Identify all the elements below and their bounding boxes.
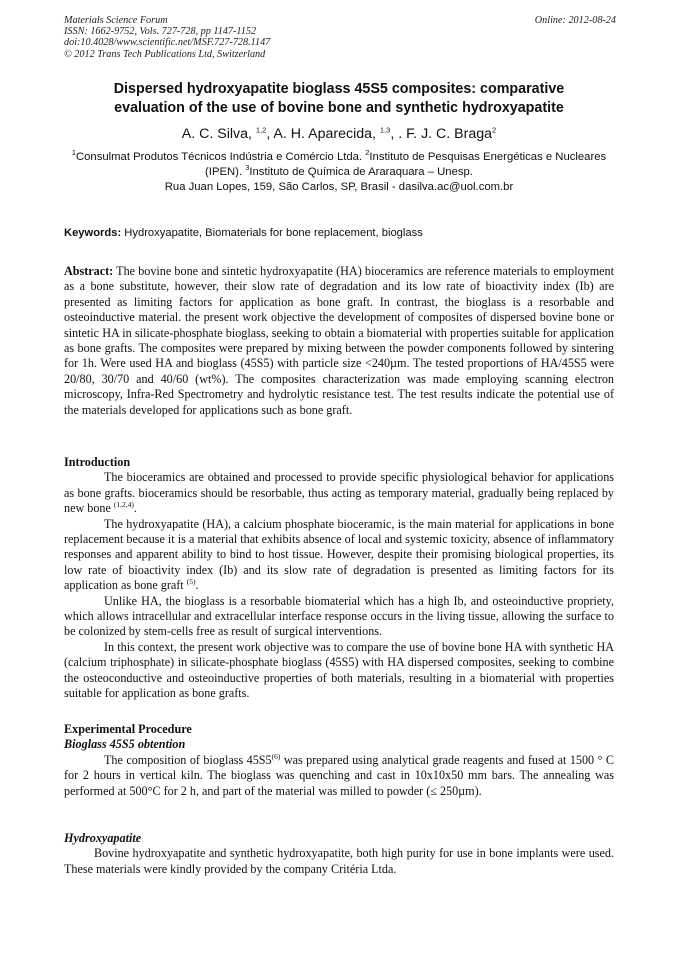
introduction-section: [64, 455, 614, 702]
experimental-section: [64, 722, 614, 799]
intro-paragraph-3: Unlike HA, the bioglass is a resorbable biomaterial which has a high Ib, and osteoinductive propriety, which allows intracellular and extracellular interface response occurs in the living tissue, allowing the surface to be colonized by stem-cells free as result of surgical interventions.: [64, 593, 614, 639]
intro-paragraph-2: The hydroxyapatite (HA), a calcium phosphate bioceramic, is the main material for applications in bone replacement because it is a material that exhibits absence of local and systemic toxicity, absence of inflammatory responses and apparent ability to bind to host tissue. However, despite their promising biological properties, its low rate of bioactivity index (Ib) and its slow rate of degradation is presented as limiting factors for its application as bone graft $^{(5)}$.: [64, 516, 614, 593]
keywords-label: Keywords:: [64, 227, 122, 239]
copyright-line: © 2012 Trans Tech Publications Ltd, Switzerland: [64, 48, 266, 60]
author-3: , . F. J. C. Braga: [390, 126, 493, 142]
author-list: [64, 125, 614, 143]
author-1-affil: 1,2: [255, 125, 267, 135]
paper-title: [64, 80, 614, 118]
title-line-1: Dispersed hydroxyapatite bioglass 45S5 composites: comparative: [113, 81, 565, 97]
hydroxyapatite-paragraph: Bovine hydroxyapatite and synthetic hydroxyapatite, both high purity for use in bone implants were used. These materials were kindly provided by the company Critéria Ltda.: [64, 846, 614, 876]
affiliation-address: Rua Juan Lopes, 159, São Carlos, SP, Brasil - dasilva.ac@uol.com.br: [164, 181, 514, 193]
bioglass-subheading: Bioglass 45S5 obtention: [64, 737, 186, 752]
title-line-2: evaluation of the use of bovine bone and synthetic hydroxyapatite: [114, 100, 564, 116]
doi-line: doi:10.4028/www.scientific.net/MSF.727-728.1147: [64, 37, 271, 49]
experimental-heading: Experimental Procedure: [64, 722, 192, 736]
journal-header: [64, 15, 616, 60]
hydroxyapatite-section: [64, 831, 614, 877]
hydroxyapatite-subheading: Hydroxyapatite: [64, 831, 142, 845]
citation: (1,2,4): [113, 500, 134, 510]
affiliations: [64, 150, 614, 195]
author-2-affil: 1,3: [379, 125, 391, 135]
online-date: Online: 2012-08-24: [534, 15, 616, 26]
intro-paragraph-1: The bioceramics are obtained and processed to provide specific physiological behavior for applications as bone grafts. bioceramics should be resorbable, thus acting as temporary material, gradually being replaced by new bone $^{(1,2,4)}$.: [64, 470, 614, 516]
intro-paragraph-4: In this context, the present work objective was to compare the use of bovine bone HA with synthetic HA (calcium triphosphate) in silicate-phosphate bioglass (45S5) with HA dispersed composites, seeking to combine the osteoconductive and osteoinductive properties of both materials, resulting in a biomaterial with properties suitable for application as bone grafts.: [64, 639, 614, 701]
journal-name: Materials Science Forum: [64, 15, 168, 26]
citation: (6): [271, 751, 281, 761]
author-1: A. C. Silva,: [181, 126, 256, 142]
issn-line: ISSN: 1662-9752, Vols. 727-728, pp 1147-1152: [64, 26, 257, 38]
author-3-affil: 2: [492, 125, 497, 135]
author-2: , A. H. Aparecida,: [266, 126, 380, 142]
keywords-text: Hydroxyapatite, Biomaterials for bone replacement, bioglass: [121, 227, 423, 239]
abstract-text: The bovine bone and sintetic hydroxyapatite (HA) bioceramics are reference materials to employment as a bone substitute, however, their slow rate of degradation and its low rate of bioactivity index (Ib) are presented as limiting factors for application as bone graft. In contrast, the bioglass is a resorbable and osteoinductive material. the present work objective the development of composites of dispersed bovine bone or sintetic HA in silicate-phosphate bioglass, seeking to obtain a biomaterial with properties suitable for application as bone grafts. The composites were prepared by mixing between the powder components followed by sintering for 1h. Were used HA and bioglass (45S5) with particle size <240µm. The tested proportions of HA/45S5 were 20/80, 30/70 and 40/60 (wt%). The composites characterization was made employing scanning electron microscopy, Infra-Red Spectrometry and hydrolytic resistance test. The test results indicate the potential use of the materials developed for applications such as bone graft.: [64, 264, 614, 417]
abstract: [64, 264, 614, 418]
introduction-heading: Introduction: [64, 455, 131, 469]
abstract-label: Abstract:: [64, 264, 114, 278]
keywords: [64, 226, 616, 241]
affiliation-institutions: $^1$Consulmat Produtos Técnicos Indústria e Comércio Ltda. $^2$Instituto de Pesquisas Energéticas e Nucleares (IPEN). $^3$Instituto de Química de Araraquara – Unesp.: [71, 148, 607, 178]
bioglass-paragraph: The composition of bioglass 45S5$^{(6)}$ was prepared using analytical grade reagents and fused at 1500 ° C for 2 hours in vertical kiln. The bioglass was quenching and cast in 10x10x50 mm bars. The annealing was performed at 500°C for 2 h, and part of the material was milled to powder (≤ 250µm).: [64, 751, 614, 798]
citation: (5): [186, 577, 196, 587]
